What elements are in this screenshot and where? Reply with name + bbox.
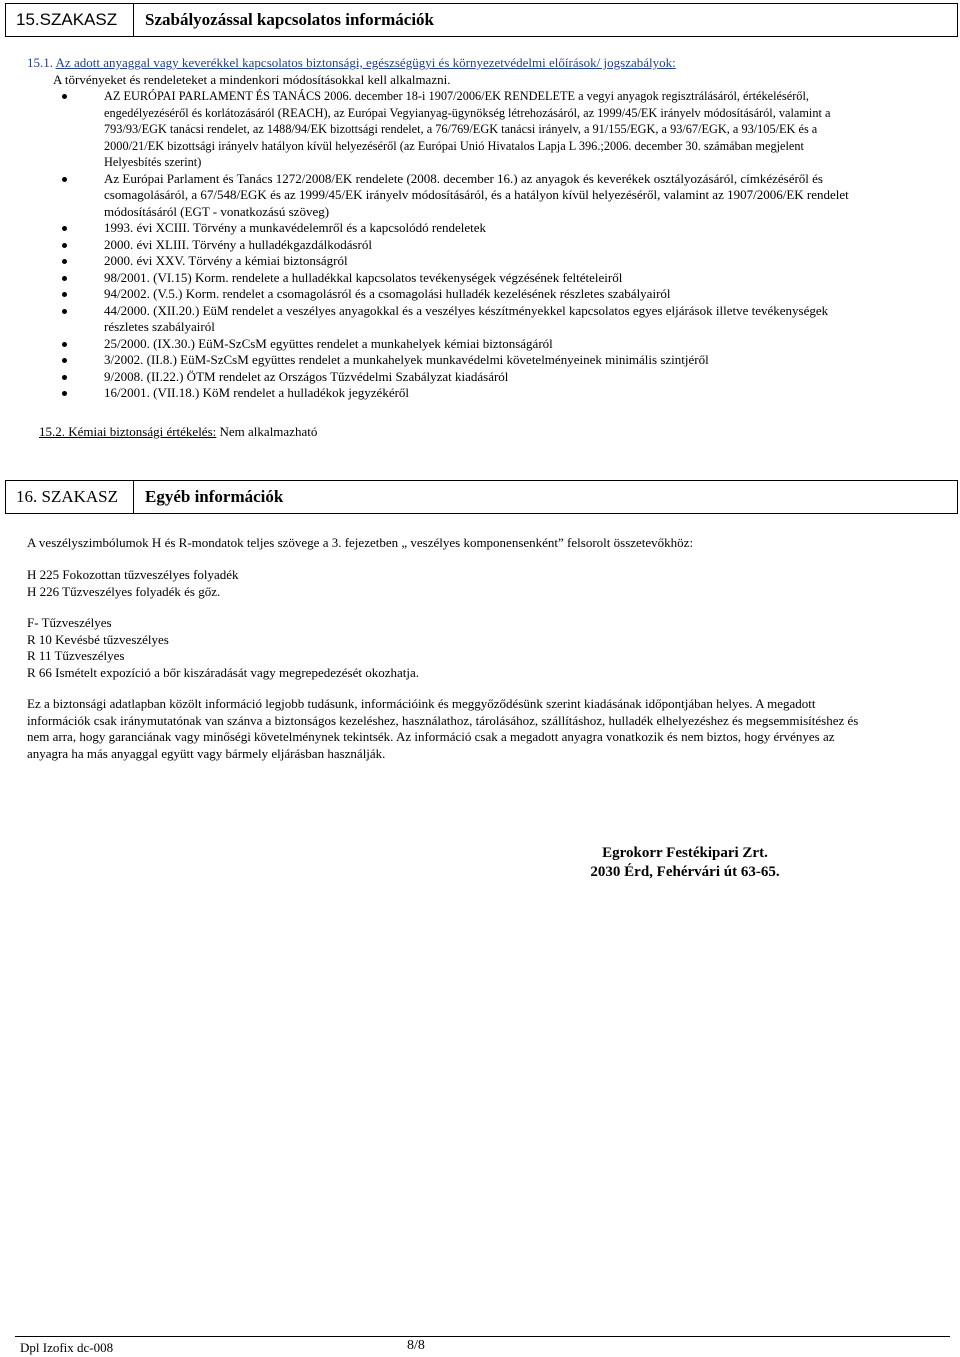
list-item: 94/2002. (V.5.) Korm. rendelet a csomagolásról és a csomagolási hulladék kezelésének részletes szabályairól xyxy=(52,286,862,303)
section-15-header xyxy=(5,3,958,37)
r-statement: R 66 Ismételt expozíció a bőr kiszáradását vagy megrepedezését okozhatja. xyxy=(27,664,420,680)
section-15-number: 15.SZAKASZ xyxy=(6,4,134,36)
list-item: AZ EURÓPAI PARLAMENT ÉS TANÁCS 2006. december 18-i 1907/2006/EK RENDELETE a vegyi anyagok regisztrálásáról, értékeléséről, engedélyezéséről és korlátozásáról (REACH), az Európai Vegyianyag-ügynökség létrehozásáról, az 1999/45/EK irányelv módosításáról, valamint a 793/93/EGK tanácsi rendelet, az 1488/94/EK bizottsági rendelet, a 76/769/EGK tanácsi irányelv, a 91/155/EGK, a 93/67/EGK, a 93/105/EK és a 2000/21/EK bizottsági irányelv hatályon kívül helyezéséről (az Európai Unió Hivatalos Lapja L 396.;2006. december 30. számában megjelent Helyesbítés szerint) xyxy=(52,88,862,171)
subsection-15-1-title: Az adott anyaggal vagy keverékkel kapcsolatos biztonsági, egészségügyi és környezetvédelmi előírások/ jogszabályok: xyxy=(55,55,676,70)
list-item: 2000. évi XLIII. Törvény a hulladékgazdálkodásról xyxy=(52,237,862,254)
subsection-15-2-value: Nem alkalmazható xyxy=(216,424,318,439)
section-16-title: Egyéb információk xyxy=(145,487,284,506)
section-16-header xyxy=(5,480,958,514)
list-item: Az Európai Parlament és Tanács 1272/2008/EK rendelete (2008. december 16.) az anyagok és keverékek osztályozásáról, címkézéséről és csomagolásáról, a 67/548/EGK és az 1999/45/EK irányelv módosításáról, és a hatályon kívül helyezéséről, valamint az 1907/2006/EK rendelet módosításáról (EGT - vonatkozású szöveg) xyxy=(52,171,862,221)
hazard-intro: A veszélyszimbólumok H és R-mondatok teljes szövege a 3. fejezetben „ veszélyes komponensenként” felsorolt összetevőkhöz: xyxy=(27,535,694,550)
section-16-number: 16. SZAKASZ xyxy=(6,481,134,513)
r-statement: R 11 Tűzveszélyes xyxy=(27,648,125,663)
footer-document-id: Dpl Izofix dc-008 xyxy=(20,1340,114,1355)
footer-page-number: 8/8 xyxy=(407,1338,425,1353)
list-item: 16/2001. (VII.18.) KöM rendelet a hulladékok jegyzékéről xyxy=(52,385,862,402)
list-item: 98/2001. (VI.15) Korm. rendelete a hulladékkal kapcsolatos tevékenységek végzésének feltételeiről xyxy=(52,270,862,287)
h-statement: H 226 Tűzveszélyes folyadék és gőz. xyxy=(27,583,221,599)
regulation-list xyxy=(52,88,862,402)
r-statement: F- Tűzveszélyes xyxy=(27,615,112,630)
subsection-15-1 xyxy=(27,55,937,88)
h-statements xyxy=(27,567,867,600)
subsection-15-2-label: 15.2. Kémiai biztonsági értékelés: xyxy=(39,424,217,439)
h-statement: H 225 Fokozottan tűzveszélyes folyadék xyxy=(27,567,239,582)
section-15-title: Szabályozással kapcsolatos információk xyxy=(145,10,435,29)
list-item: 1993. évi XCIII. Törvény a munkavédelemről és a kapcsolódó rendeletek xyxy=(52,220,862,237)
company-block xyxy=(560,844,810,882)
r-statement: R 10 Kevésbé tűzveszélyes xyxy=(27,631,169,647)
list-item: 44/2000. (XII.20.) EüM rendelet a veszélyes anyagokkal és a veszélyes készítményekkel kapcsolatos egyes eljárások illetve tevékenységek részletes szabályairól xyxy=(52,303,862,336)
list-item: 3/2002. (II.8.) EüM-SzCsM együttes rendelet a munkahelyek munkavédelmi követelményeinek minimális szintjéről xyxy=(52,352,862,369)
company-name: Egrokorr Festékipari Zrt. xyxy=(602,845,768,861)
footer-divider xyxy=(15,1336,950,1337)
disclaimer-paragraph: Ez a biztonsági adatlapban közölt információ legjobb tudásunk, információink és meggyőződésünk szerint kiadásának időpontjában helyes. A megadott információk csak iránymutatónak van szánva a biztonságos kezeléshez, használathoz, tárolásához, szállításhoz, hulladék elhelyezéshez és megsemmisítéshez és nem arra, hogy garanciának vagy minőségi követelménynek tekintsék. Az információ csak a megadott anyagra vonatkozik és nem biztos, hogy érvényes az anyagra ha más anyaggal együtt vagy bármely eljárásban használják. xyxy=(27,696,859,761)
r-statements xyxy=(27,615,867,681)
list-item: 25/2000. (IX.30.) EüM-SzCsM együttes rendelet a munkahelyek kémiai biztonságáról xyxy=(52,336,862,353)
subsection-15-2 xyxy=(39,424,317,441)
subsection-15-1-note: A törvényeket és rendeleteket a mindenkori módosításokkal kell alkalmazni. xyxy=(53,71,451,87)
company-address: 2030 Érd, Fehérvári út 63-65. xyxy=(590,864,780,880)
list-item: 9/2008. (II.22.) ÖTM rendelet az Országos Tűzvédelmi Szabályzat kiadásáról xyxy=(52,369,862,386)
list-item: 2000. évi XXV. Törvény a kémiai biztonságról xyxy=(52,253,862,270)
subsection-15-1-number: 15.1. xyxy=(27,55,53,70)
